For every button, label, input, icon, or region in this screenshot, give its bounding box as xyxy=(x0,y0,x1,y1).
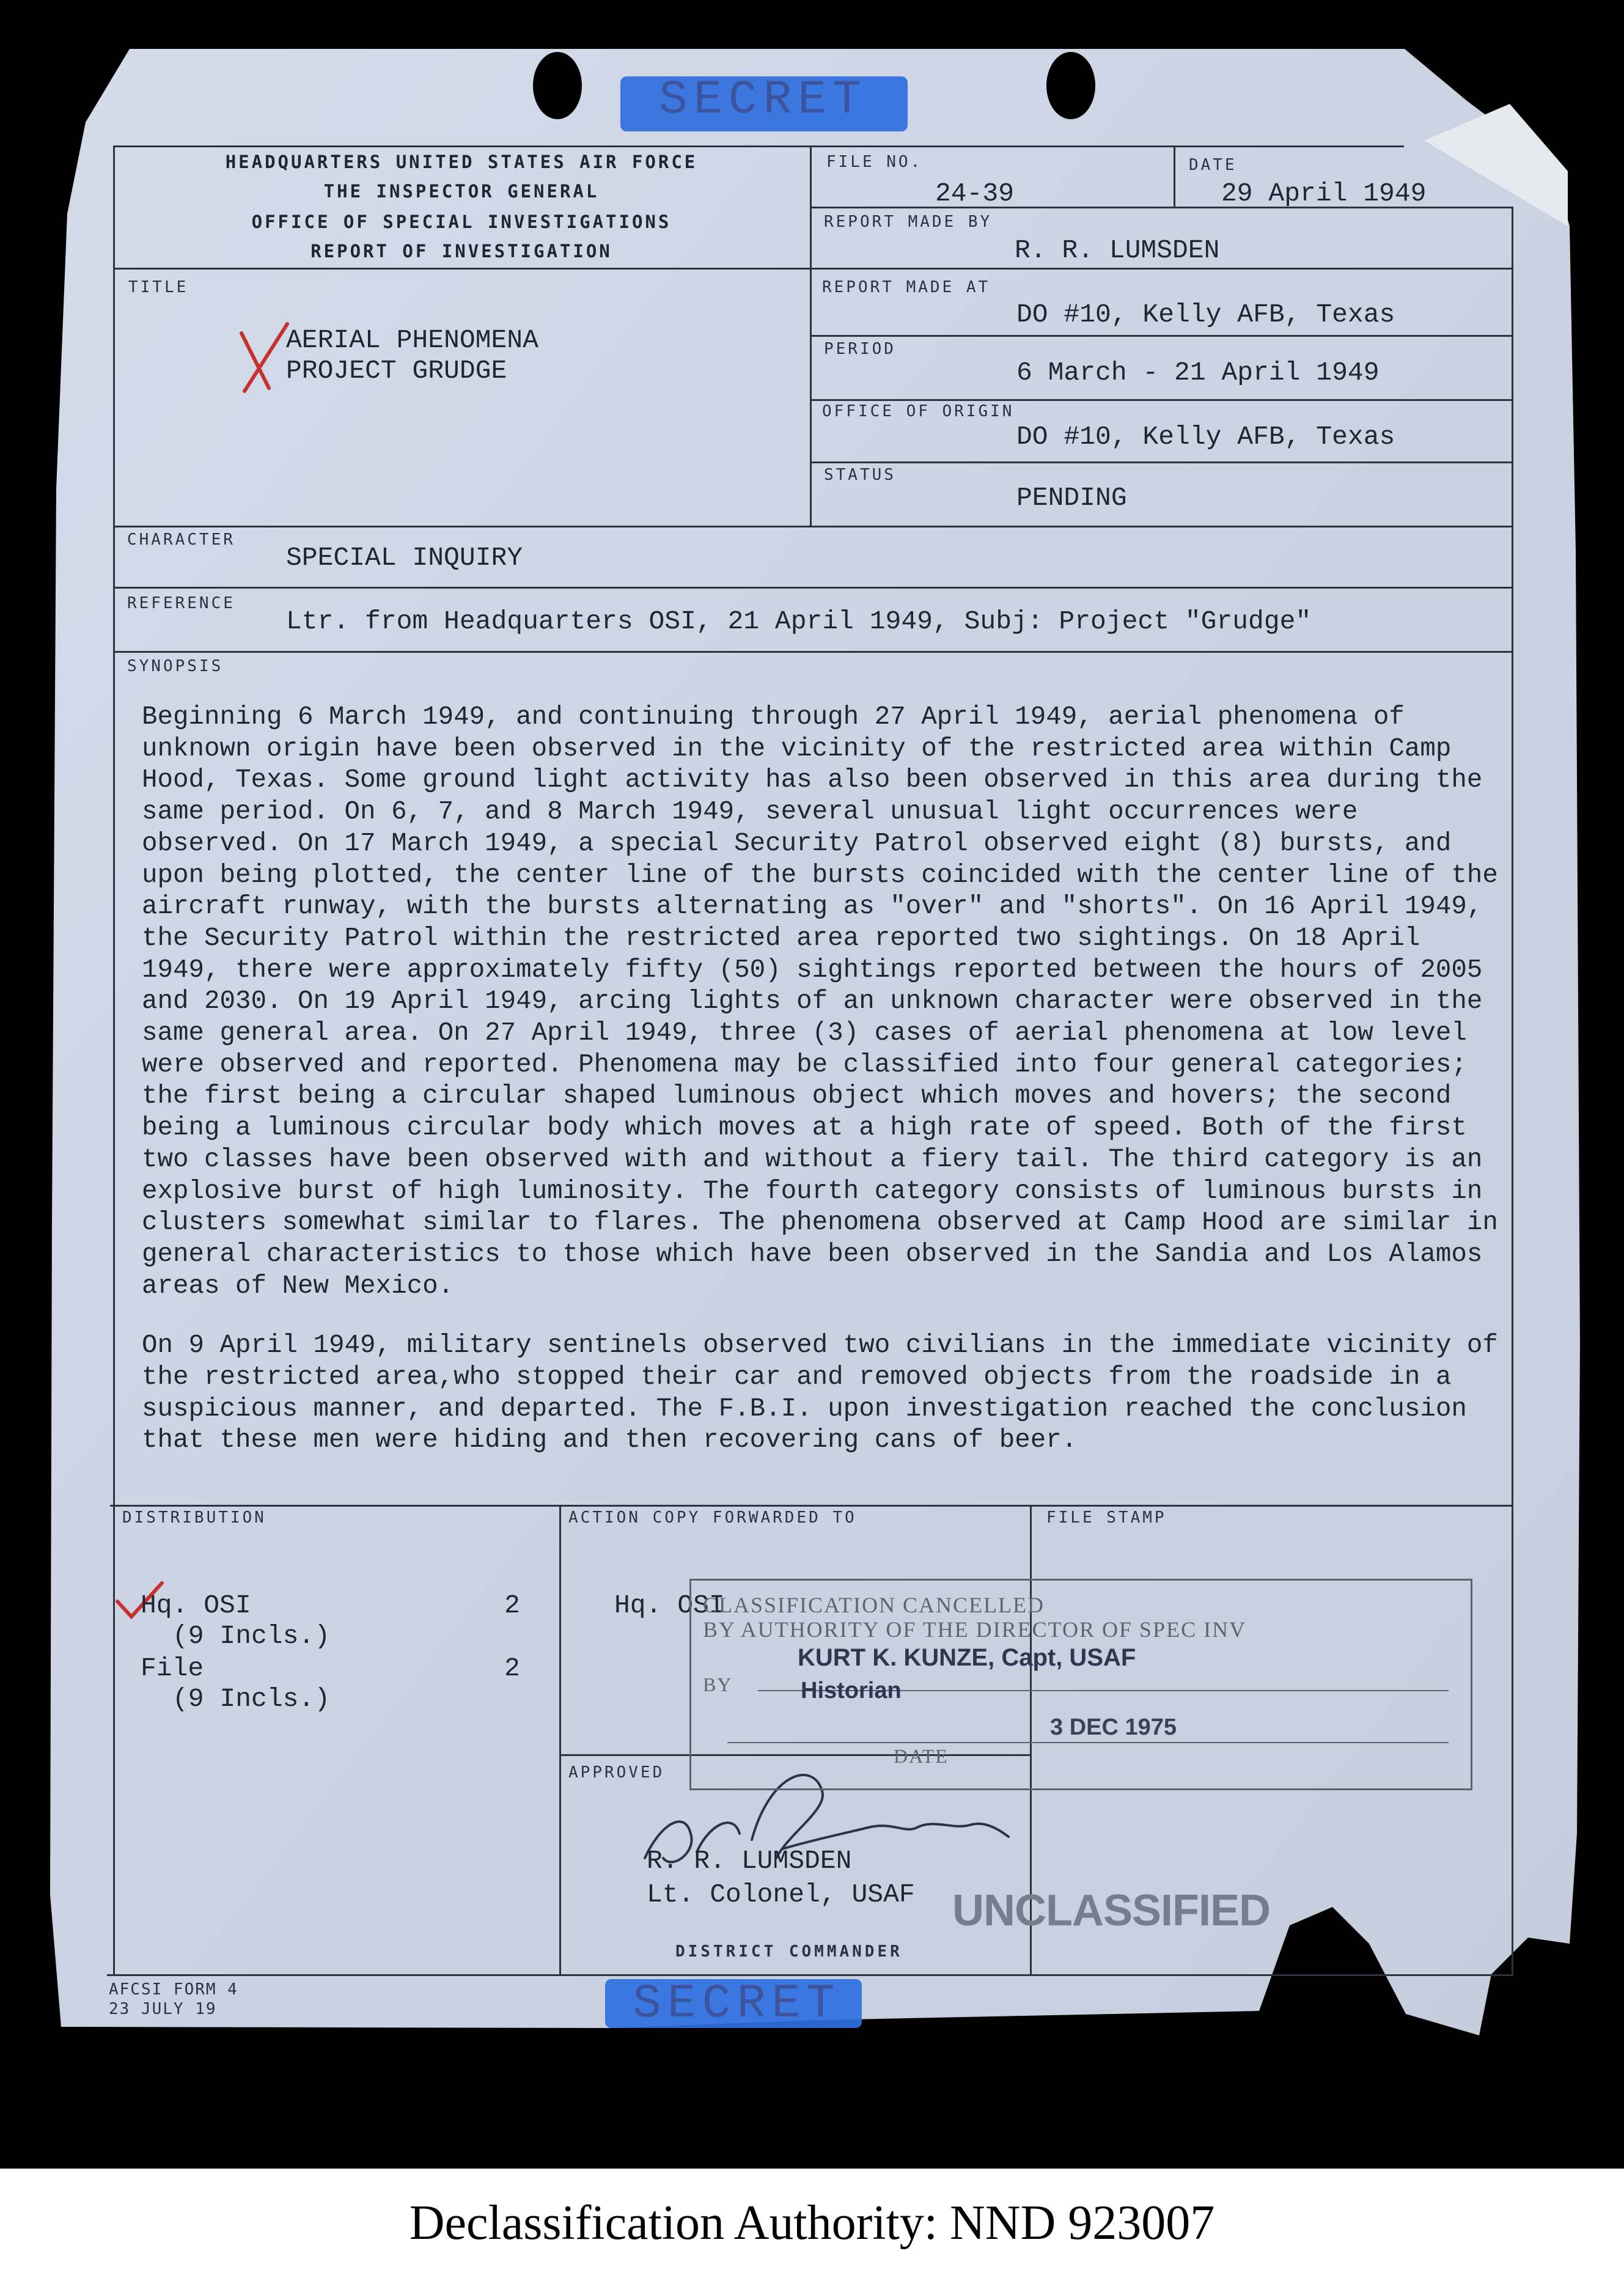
declass-line-2: BY AUTHORITY OF THE DIRECTOR OF SPEC INV xyxy=(703,1617,1247,1642)
rule-mid xyxy=(810,145,812,527)
classification-top: SECRET xyxy=(659,73,867,127)
punch-hole-left xyxy=(533,52,582,119)
file-no-label: FILE NO. xyxy=(826,153,923,171)
date-label: DATE xyxy=(1189,156,1237,174)
status-value: PENDING xyxy=(1016,483,1127,513)
file-stamp-label: FILE STAMP xyxy=(1046,1508,1167,1527)
distribution-row1-incls: (9 Incls.) xyxy=(172,1621,331,1651)
rule-origin xyxy=(810,461,1512,463)
rule-period xyxy=(810,399,1512,401)
period-value: 6 March - 21 April 1949 xyxy=(1016,358,1380,388)
file-no-value: 24-39 xyxy=(935,178,1015,208)
report-made-at-value: DO #10, Kelly AFB, Texas xyxy=(1016,299,1395,329)
declass-role: Historian xyxy=(801,1678,902,1703)
declass-by-label: BY xyxy=(703,1674,733,1696)
report-made-by-label: REPORT MADE BY xyxy=(824,213,993,231)
approved-name: R. R. LUMSDEN xyxy=(647,1846,852,1876)
punch-hole-right xyxy=(1046,52,1095,119)
character-label: CHARACTER xyxy=(127,531,235,549)
rule-madeat xyxy=(810,335,1512,337)
action-copy-label: ACTION COPY FORWARDED TO xyxy=(568,1508,857,1527)
distribution-row2-count: 2 xyxy=(504,1653,520,1683)
period-label: PERIOD xyxy=(824,340,896,358)
rule-reference xyxy=(113,651,1512,653)
date-value: 29 April 1949 xyxy=(1221,178,1427,208)
synopsis-label: SYNOPSIS xyxy=(127,657,224,675)
rule-top xyxy=(113,145,1404,147)
rule-bottom xyxy=(107,1974,1512,1976)
report-made-by-value: R. R. LUMSDEN xyxy=(1015,235,1220,265)
distribution-row1-count: 2 xyxy=(504,1590,520,1620)
form-id-line-1: AFCSI FORM 4 xyxy=(109,1980,238,1999)
distribution-label: DISTRIBUTION xyxy=(122,1508,266,1527)
header-line-2: THE INSPECTOR GENERAL xyxy=(323,181,600,202)
distribution-row2-name: File xyxy=(141,1653,204,1683)
declass-date-label: DATE xyxy=(894,1745,949,1767)
header-line-1: HEADQUARTERS UNITED STATES AIR FORCE xyxy=(225,152,698,172)
report-made-at-label: REPORT MADE AT xyxy=(822,278,991,296)
declass-line-1: CLASSIFICATION CANCELLED xyxy=(703,1593,1045,1617)
rule-right xyxy=(1512,207,1513,1976)
rule-synopsis xyxy=(110,1505,1513,1507)
office-of-origin-label: OFFICE OF ORIGIN xyxy=(822,402,1015,421)
action-copy-value: Hq. OSI xyxy=(614,1590,725,1620)
title-label: TITLE xyxy=(128,278,189,296)
header-line-4: REPORT OF INVESTIGATION xyxy=(310,241,612,262)
declass-name: KURT K. KUNZE, Capt, USAF xyxy=(798,1644,1136,1671)
office-of-origin-value: DO #10, Kelly AFB, Texas xyxy=(1016,422,1395,452)
form-id-line-2: 23 JULY 19 xyxy=(109,2000,217,2018)
reference-value: Ltr. from Headquarters OSI, 21 April 1949, Subj: Project "Grudge" xyxy=(286,606,1312,636)
rule-character xyxy=(113,587,1512,589)
rule-date xyxy=(1174,145,1175,207)
declassification-footer: Declassification Authority: NND 923007 xyxy=(409,2196,1215,2250)
distribution-row2-incls: (9 Incls.) xyxy=(172,1684,331,1714)
synopsis-paragraph-2: On 9 April 1949, military sentinels observed two civilians in the immediate vicinity of the restricted area,who stopped their car and removed objects from the roadside in a suspicious manner, and departed. The F.B.I. upon investigation reached the conclusion that these men were hiding and then recovering cans of beer. xyxy=(142,1331,1498,1455)
approved-rank: Lt. Colonel, USAF xyxy=(647,1879,915,1909)
reference-label: REFERENCE xyxy=(127,594,235,612)
synopsis-body xyxy=(142,702,1499,1485)
header-line-3: OFFICE OF SPECIAL INVESTIGATIONS xyxy=(251,211,672,232)
distribution-row1-name: Hq. OSI xyxy=(141,1590,251,1620)
title-line-1: AERIAL PHENOMENA xyxy=(286,325,538,355)
unclassified-stamp: UNCLASSIFIED xyxy=(952,1886,1271,1935)
character-value: SPECIAL INQUIRY xyxy=(286,543,523,573)
approved-label: APPROVED xyxy=(568,1763,665,1782)
synopsis-paragraph-1: Beginning 6 March 1949, and continuing through 27 April 1949, aerial phenomena of unknown origin have been observed in the vicinity of the restricted area within Camp Hood, Texas. Some ground light activity has also been observed in this area during the same period. On 6, 7, and 8 March 1949, several unusual light occurrences were observed. On 17 March 1949, a special Security Patrol observed eight (8) bursts, and upon being plotted, the center line of the bursts coincided with the center line of the aircraft runway, with the bursts alternating as "over" and "shorts". On 16 April 1949, the Security Patrol within the restricted area reported two sightings. On 18 April 1949, there were approximately fifty (50) sightings reported between the hours of 2005 and 2030. On 19 April 1949, arcing lights of an unknown character were observed in the same general area. On 27 April 1949, three (3) cases of aerial phenomena at low level were observed and reported. Phenomena may be classified into four general categories; the first being a circular shaped luminous object which moves and hovers; the second being a luminous circular body which moves at a high rate of speed. Both of the first two classes have been observed with and without a fiery tail. The third category is an explosive burst of high luminosity. The fourth category consists of luminous bursts in clusters somewhat similar to flares. The phenomena observed at Camp Hood are similar in general characteristics to those which have been observed in the Sandia and Los Alamos areas of New Mexico. xyxy=(142,702,1498,1301)
declass-date-line xyxy=(727,1742,1449,1743)
rule-left xyxy=(113,145,115,1976)
declass-date: 3 DEC 1975 xyxy=(1050,1714,1177,1740)
rule-dist xyxy=(559,1505,561,1975)
classification-bottom: SECRET xyxy=(633,1977,841,2031)
title-line-2: PROJECT GRUDGE xyxy=(286,356,507,386)
status-label: STATUS xyxy=(824,466,896,484)
rule-header xyxy=(113,268,1512,270)
rule-status xyxy=(113,526,1512,527)
approved-title: DISTRICT COMMANDER xyxy=(675,1942,903,1961)
